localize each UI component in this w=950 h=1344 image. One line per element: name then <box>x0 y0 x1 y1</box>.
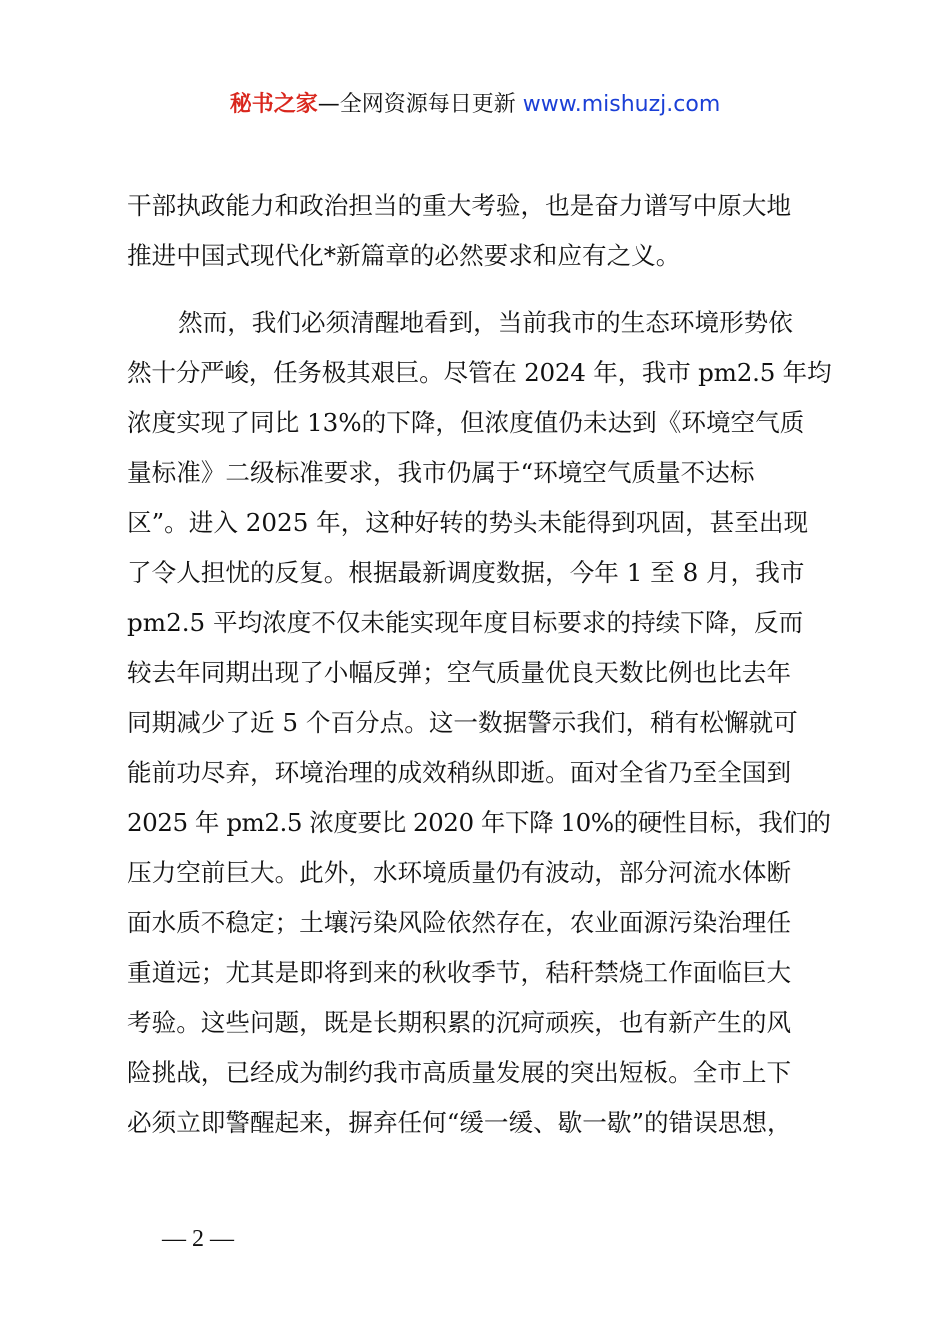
text-line: 推进中国式现代化*新篇章的必然要求和应有之义。 <box>127 241 681 270</box>
text-line: 量标准》二级标准要求，我市仍属于“环境空气质量不达标 <box>127 458 755 487</box>
text-line: 重道远；尤其是即将到来的秋收季节，秸秆禁烧工作面临巨大 <box>127 958 792 987</box>
page-number: — 2 — <box>162 1226 234 1252</box>
text-line: 必须立即警醒起来，摒弃任何“缓一缓、歇一歇”的错误思想， <box>127 1108 792 1137</box>
text-line: 面水质不稳定；土壤污染风险依然存在，农业面源污染治理任 <box>127 908 792 937</box>
text-line: 区”。进入 2025 年，这种好转的势头未能得到巩固，甚至出现 <box>127 508 809 537</box>
text-line: 干部执政能力和政治担当的重大考验，也是奋力谱写中原大地 <box>127 191 792 220</box>
text-line: 能前功尽弃，环境治理的成效稍纵即逝。面对全省乃至全国到 <box>127 758 792 787</box>
header-tagline: —全网资源每日更新 <box>317 92 516 117</box>
brand-name: 秘书之家 <box>229 92 318 117</box>
text-line: pm2.5 平均浓度不仅未能实现年度目标要求的持续下降，反而 <box>127 608 804 637</box>
site-url-link[interactable]: www.mishuzj.com <box>522 92 721 117</box>
text-line: 压力空前巨大。此外，水环境质量仍有波动，部分河流水体断 <box>127 858 792 887</box>
text-line: 考验。这些问题，既是长期积累的沉疴顽疾，也有新产生的风 <box>127 1008 792 1037</box>
text-line: 然而，我们必须清醒地看到，当前我市的生态环境形势依 <box>178 308 793 337</box>
text-line: 较去年同期出现了小幅反弹；空气质量优良天数比例也比去年 <box>127 658 792 687</box>
text-line: 险挑战，已经成为制约我市高质量发展的突出短板。全市上下 <box>127 1058 792 1087</box>
paragraph-2 <box>127 298 833 1148</box>
text-line: 了令人担忧的反复。根据最新调度数据，今年 1 至 8 月，我市 <box>127 558 805 587</box>
paragraph-1 <box>127 181 833 281</box>
site-header <box>0 88 950 122</box>
text-line: 浓度实现了同比 13%的下降，但浓度值仍未达到《环境空气质 <box>127 408 805 437</box>
body-text <box>127 181 833 1148</box>
text-line: 2025 年 pm2.5 浓度要比 2020 年下降 10%的硬性目标，我们的 <box>127 808 831 837</box>
text-line: 同期减少了近 5 个百分点。这一数据警示我们，稍有松懈就可 <box>127 708 798 737</box>
text-line: 然十分严峻，任务极其艰巨。尽管在 2024 年，我市 pm2.5 年均 <box>127 358 832 387</box>
